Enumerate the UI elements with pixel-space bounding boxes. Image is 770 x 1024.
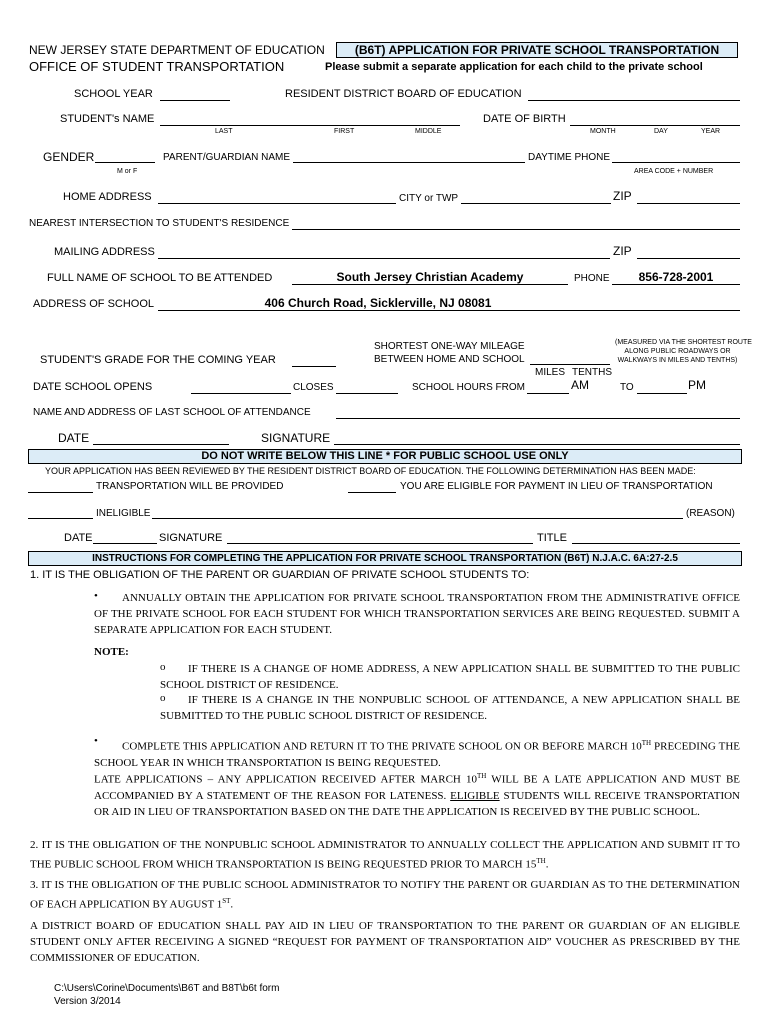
note-label: NOTE: <box>94 646 129 658</box>
aid-in-lieu-field[interactable] <box>348 492 396 493</box>
home-address-field[interactable] <box>158 203 396 204</box>
aid-paragraph: A DISTRICT BOARD OF EDUCATION SHALL PAY AID IN LIEU OF TRANSPORTATION TO THE PARENT OR GUARDIAN OF AN ELIGIBLE STUDENT ONLY AFTER RECEIVING A SIGNED “REQUEST FOR PAYMENT OF TRANSPORTATION AID” VOUCHER AS PRESCRIBED BY THE COMMISSIONER OF EDUCATION. <box>30 920 740 964</box>
tenths-caption: TENTHS <box>572 367 612 378</box>
zip-field[interactable] <box>637 203 740 204</box>
school-opens-label: DATE SCHOOL OPENS <box>33 381 153 393</box>
aid-in-lieu-label: YOU ARE ELIGIBLE FOR PAYMENT IN LIEU OF TRANSPORTATION <box>400 481 713 492</box>
instruction-item-1: 1. IT IS THE OBLIGATION OF THE PARENT OR GUARDIAN OF PRIVATE SCHOOL STUDENTS TO: <box>30 569 530 581</box>
school-address-value: 406 Church Road, Sicklerville, NJ 08081 <box>264 296 492 310</box>
middle-name-caption: MIDDLE <box>415 128 442 135</box>
late-applications-paragraph: LATE APPLICATIONS – ANY APPLICATION RECEIVED AFTER MARCH 10TH WILL BE A LATE APPLICATION AND MUST BE ACCOMPANIED BY A STATEMENT OF THE REASON FOR LATENESS. ELIGIBLE STUDENTS WILL RECEIVE TRANSPORTATION OR AID IN LIEU OF TRANSPORTATION BASED ON THE DATE THE APPLICATION IS RECEIVED BY THE PUBLIC SCHOOL. <box>94 772 740 818</box>
dob-field[interactable] <box>570 125 740 126</box>
official-signature-field[interactable] <box>227 543 533 544</box>
last-school-field[interactable] <box>336 418 740 419</box>
school-name-value: South Jersey Christian Academy <box>336 270 524 284</box>
instruction-bullet-1: ANNUALLY OBTAIN THE APPLICATION FOR PRIVATE SCHOOL TRANSPORTATION FROM THE ADMINISTRATIVE OFFICE OF THE PRIVATE SCHOOL FOR EACH STUDENT FOR WHICH TRANSPORTATION SERVICES ARE BEING REQUESTED. SUBMIT A SEPARATE APPLICATION FOR EACH STUDENT. <box>94 592 740 636</box>
reason-field[interactable] <box>152 518 683 519</box>
daytime-phone-field[interactable] <box>612 162 740 163</box>
version-label: Version 3/2014 <box>54 996 121 1007</box>
ineligible-field[interactable] <box>28 518 93 519</box>
pm-label: PM <box>688 378 706 392</box>
note-item-1: IF THERE IS A CHANGE OF HOME ADDRESS, A NEW APPLICATION SHALL BE SUBMITTED TO THE PUBLIC SCHOOL DISTRICT OF RESIDENCE. <box>160 663 740 691</box>
miles-caption: MILES <box>535 367 566 378</box>
intersection-field[interactable] <box>292 229 740 230</box>
measured-note-3: WALKWAYS IN MILES AND TENTHS) <box>617 357 738 364</box>
parent-signature-label: SIGNATURE <box>261 431 331 445</box>
student-name-label: STUDENT's NAME <box>60 113 155 125</box>
reason-label: (REASON) <box>686 508 735 519</box>
city-label: CITY or TWP <box>399 193 459 204</box>
circle-bullet-icon: o <box>160 661 166 673</box>
hours-from-field[interactable] <box>527 393 569 394</box>
dept-name: NEW JERSEY STATE DEPARTMENT OF EDUCATION <box>29 43 325 57</box>
transportation-provided-field[interactable] <box>28 492 93 493</box>
school-year-label: SCHOOL YEAR <box>74 88 153 100</box>
mailing-address-label: MAILING ADDRESS <box>54 246 155 258</box>
public-use-banner: DO NOT WRITE BELOW THIS LINE * FOR PUBLIC SCHOOL USE ONLY <box>28 449 742 464</box>
parent-signature-field[interactable] <box>334 444 740 445</box>
school-address-field[interactable] <box>158 310 740 311</box>
official-title-label: TITLE <box>537 532 567 544</box>
to-label: TO <box>620 382 634 393</box>
daytime-phone-label: DAYTIME PHONE <box>528 152 611 163</box>
resident-board-field[interactable] <box>528 100 740 101</box>
am-label: AM <box>571 378 589 392</box>
last-name-caption: LAST <box>215 128 233 135</box>
first-name-caption: FIRST <box>334 128 355 135</box>
transportation-provided-label: TRANSPORTATION WILL BE PROVIDED <box>96 481 284 492</box>
bullet-icon: • <box>94 735 98 747</box>
mileage-field[interactable] <box>530 364 610 365</box>
resident-board-label: RESIDENT DISTRICT BOARD OF EDUCATION <box>285 88 522 100</box>
day-caption: DAY <box>654 128 668 135</box>
note-item-2: IF THERE IS A CHANGE IN THE NONPUBLIC SCHOOL OF ATTENDANCE, A NEW APPLICATION SHALL BE SUBMITTED TO THE PUBLIC SCHOOL DISTRICT OF RESIDENCE. <box>160 694 740 722</box>
gender-label: GENDER <box>43 150 95 164</box>
zip-label: ZIP <box>613 189 632 203</box>
mileage-label-line2: BETWEEN HOME AND SCHOOL <box>374 354 525 365</box>
parent-field[interactable] <box>293 162 525 163</box>
zip-label-mailing: ZIP <box>613 244 632 258</box>
intersection-label: NEAREST INTERSECTION TO STUDENT'S RESIDENCE <box>29 218 290 229</box>
official-signature-label: SIGNATURE <box>159 532 223 544</box>
hours-from-label: SCHOOL HOURS FROM <box>412 382 525 393</box>
school-opens-field[interactable] <box>191 393 291 394</box>
school-phone-value: 856-728-2001 <box>638 270 714 284</box>
office-name: OFFICE OF STUDENT TRANSPORTATION <box>29 59 285 74</box>
dob-label: DATE OF BIRTH <box>483 113 566 125</box>
measured-note-2: ALONG PUBLIC ROADWAYS OR <box>624 348 731 355</box>
closes-label: CLOSES <box>293 382 334 393</box>
instruction-item-2: 2. IT IS THE OBLIGATION OF THE NONPUBLIC SCHOOL ADMINISTRATOR TO ANNUALLY COLLECT THE APPLICATION AND SUBMIT IT TO THE PUBLIC SCHOOL FROM WHICH TRANSPORTATION IS BEING REQUESTED PRIOR TO MARCH 15TH. <box>30 839 740 871</box>
bullet-icon: • <box>94 590 98 602</box>
hours-to-field[interactable] <box>637 393 687 394</box>
instructions-banner: INSTRUCTIONS FOR COMPLETING THE APPLICATION FOR PRIVATE SCHOOL TRANSPORTATION (B6T) N.J.A.C. 6A:27-2.5 <box>28 551 742 566</box>
closes-field[interactable] <box>336 393 398 394</box>
school-year-field[interactable] <box>160 100 230 101</box>
file-path: C:\Users\Corine\Documents\B6T and B8T\b6t form <box>54 983 280 994</box>
area-code-caption: AREA CODE + NUMBER <box>634 168 714 175</box>
school-phone-field[interactable] <box>612 284 740 285</box>
school-phone-label: PHONE <box>574 273 610 284</box>
form-title: (B6T) APPLICATION FOR PRIVATE SCHOOL TRANSPORTATION <box>336 42 738 58</box>
official-title-field[interactable] <box>572 543 740 544</box>
m-or-f-caption: M or F <box>117 168 138 175</box>
mailing-address-field[interactable] <box>158 258 610 259</box>
ineligible-label: INELIGIBLE <box>96 508 151 519</box>
year-caption: YEAR <box>701 128 721 135</box>
school-name-field[interactable] <box>292 284 568 285</box>
student-name-field[interactable] <box>160 125 460 126</box>
measured-note-1: (MEASURED VIA THE SHORTEST ROUTE <box>615 339 752 346</box>
circle-bullet-icon: o <box>160 692 166 704</box>
school-name-label: FULL NAME OF SCHOOL TO BE ATTENDED <box>47 272 273 284</box>
school-address-label: ADDRESS OF SCHOOL <box>33 298 155 310</box>
home-address-label: HOME ADDRESS <box>63 191 152 203</box>
parent-date-label: DATE <box>58 431 90 445</box>
reviewed-statement: YOUR APPLICATION HAS BEEN REVIEWED BY THE RESIDENT DISTRICT BOARD OF EDUCATION. THE FOLLOWING DETERMINATION HAS BEEN MADE: <box>45 466 696 476</box>
grade-label: STUDENT'S GRADE FOR THE COMING YEAR <box>40 354 276 366</box>
official-date-label: DATE <box>64 532 93 544</box>
separate-application-note: Please submit a separate application for each child to the private school <box>325 61 703 73</box>
mileage-label-line1: SHORTEST ONE-WAY MILEAGE <box>374 341 525 352</box>
city-field[interactable] <box>461 203 611 204</box>
month-caption: MONTH <box>590 128 616 135</box>
instruction-bullet-2: COMPLETE THIS APPLICATION AND RETURN IT TO THE PRIVATE SCHOOL ON OR BEFORE MARCH 10TH PRECEDING THE SCHOOL YEAR IN WHICH TRANSPORTATION IS BEING REQUESTED. <box>94 739 740 769</box>
gender-field[interactable] <box>95 162 155 163</box>
official-date-field[interactable] <box>93 543 157 544</box>
grade-field[interactable] <box>292 366 336 367</box>
mailing-zip-field[interactable] <box>637 258 740 259</box>
last-school-label: NAME AND ADDRESS OF LAST SCHOOL OF ATTENDANCE <box>33 407 311 418</box>
parent-date-field[interactable] <box>93 444 229 445</box>
parent-label: PARENT/GUARDIAN NAME <box>163 152 291 163</box>
instruction-item-3: 3. IT IS THE OBLIGATION OF THE PUBLIC SCHOOL ADMINISTRATOR TO NOTIFY THE PARENT OR GUARDIAN AS TO THE DETERMINATION OF EACH APPLICATION BY AUGUST 1ST. <box>30 879 740 911</box>
